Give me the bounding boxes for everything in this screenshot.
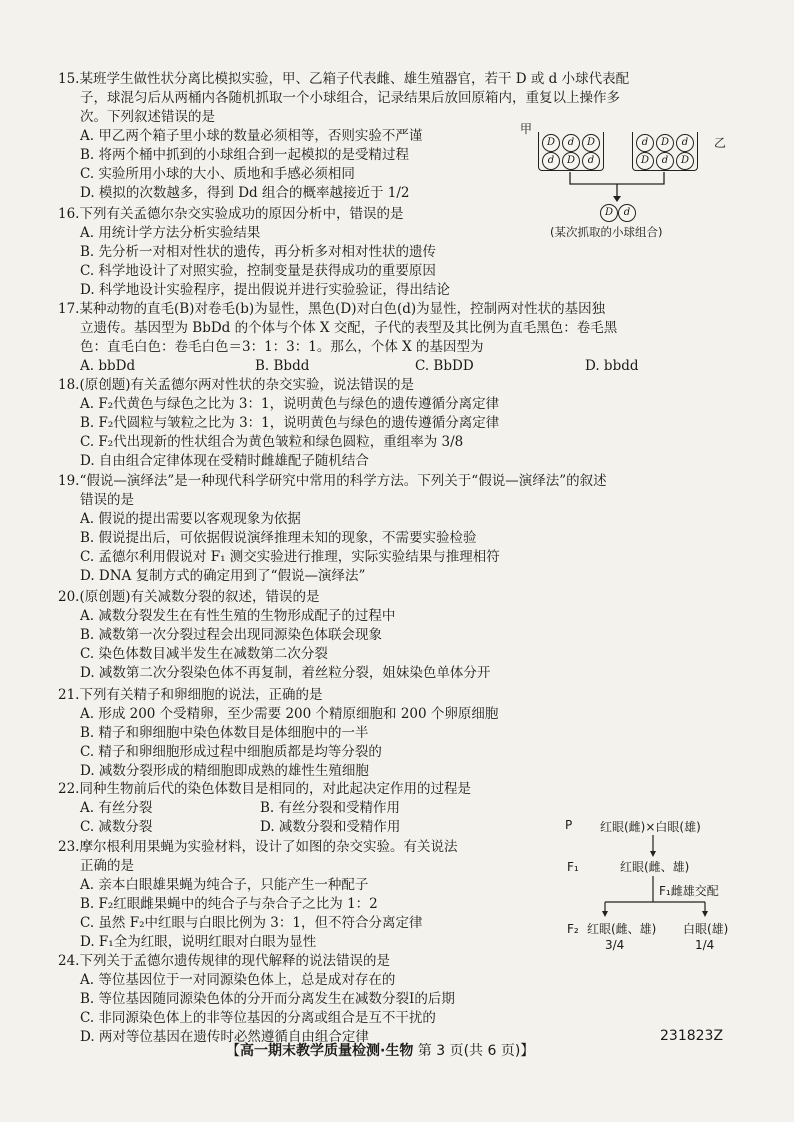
footer-exam-title: 高一期末教学质量检测 [240, 1043, 380, 1059]
question-stem: 次。下列叙述错误的是 [80, 109, 215, 125]
option-a: A. 形成 200 个受精卵，至少需要 200 个精原细胞和 200 个卵原细胞 [80, 706, 499, 722]
option-a: A. 甲乙两个箱子里小球的数量必须相等，否则实验不严谨 [80, 128, 423, 144]
sampling-buckets-figure [520, 122, 730, 241]
option-a: A. 有丝分裂 [80, 800, 153, 816]
option-a: A. bbDd [80, 358, 136, 374]
question-22 [58, 780, 480, 837]
option-d: D. DNA 复制方式的确定用到了“假说—演绎法” [80, 568, 366, 584]
fruit-fly-cross-figure [565, 818, 765, 1018]
question-16 [58, 205, 450, 300]
option-a: A. 减数分裂发生在有性生殖的生物形成配子的过程中 [80, 608, 396, 624]
option-b: B. 将两个桶中抓到的小球组合到一起模拟的是受精过程 [80, 147, 410, 163]
question-stem: 21.下列有关精子和卵细胞的说法，正确的是 [58, 687, 323, 703]
question-stem: 23.摩尔根利用果蝇为实验材料，设计了如图的杂交实验。有关说法 [58, 839, 458, 855]
option-c: C. 非同源染色体上的非等位基因的分离或组合是互不干扰的 [80, 1010, 436, 1026]
f1-label: F₁ [567, 860, 579, 874]
question-stem: 错误的是 [80, 492, 134, 508]
option-c: C. 减数分裂 [80, 819, 153, 835]
question-stem: 19.“假说—演绎法”是一种现代科学研究中常用的科学方法。下列关于“假说—演绎法”的叙述 [58, 473, 607, 489]
question-20 [58, 588, 490, 683]
option-d: D. 减数分裂和受精作用 [260, 819, 401, 835]
exam-code: 231823Z [660, 1028, 724, 1044]
options-row [58, 357, 639, 376]
option-d: D. 减数第二次分裂染色体不再复制，着丝粒分裂，姐妹染色单体分开 [80, 665, 491, 681]
question-stem: 15.某班学生做性状分离比模拟实验，甲、乙箱子代表雌、雄生殖器官，若干 D 或 d 小球代表配 [58, 71, 630, 87]
option-b: B. Bbdd [255, 358, 310, 374]
question-19 [58, 472, 607, 586]
option-b: B. 先分析一对相对性状的遗传，再分析多对相对性状的遗传 [80, 244, 437, 260]
question-stem: 17.某种动物的直毛(B)对卷毛(b)为显性，黑色(D)对白色(d)为显性，控制两对性状的基因独 [58, 301, 606, 317]
option-c: C. 孟德尔利用假说对 F₁ 测交实验进行推理，实际实验结果与推理相符 [80, 549, 500, 565]
question-17 [58, 300, 639, 376]
ball: D [656, 134, 674, 152]
option-c: C. 染色体数目减半发生在减数第二次分裂 [80, 646, 328, 662]
bucket-left-label: 甲 [520, 122, 533, 136]
question-stem: 22.同种生物前后代的染色体数目是相同的，对此起决定作用的过程是 [58, 781, 471, 797]
option-c: C. 实验所用小球的大小、质地和手感必须相同 [80, 166, 355, 182]
ball: d [656, 152, 674, 170]
question-23 [58, 838, 457, 952]
option-d: D. bbdd [585, 358, 639, 374]
option-b: B. F₂红眼雌果蝇中的纯合子与杂合子之比为 1：2 [80, 896, 378, 912]
question-18 [58, 376, 499, 471]
footer-subject: 生物 [385, 1043, 414, 1059]
f2-white: 白眼(雄) [683, 922, 729, 936]
ball: d [636, 134, 654, 152]
option-b: B. 假说提出后，可依据假说演绎推理未知的现象，不需要实验检验 [80, 530, 477, 546]
option-d: D. 两对等位基因在遗传时必然遵循自由组合定律 [80, 1029, 369, 1045]
result-ball: D [600, 204, 618, 222]
p-cross: 红眼(雌)×白眼(雄) [600, 820, 701, 834]
f2-white-ratio: 1/4 [695, 938, 715, 952]
ball: D [676, 152, 694, 170]
footer-bracket-close: 】 [520, 1043, 535, 1059]
ball: d [562, 134, 580, 152]
f2-label: F₂ [567, 922, 579, 936]
option-c: C. F₂代出现新的性状组合为黄色皱粒和绿色圆粒，重组率为 3/8 [80, 434, 464, 450]
result-ball: d [618, 204, 636, 222]
bucket-right-label: 乙 [714, 136, 727, 150]
ball: d [542, 152, 560, 170]
f2-red: 红眼(雌、雄) [587, 922, 657, 936]
f2-red-ratio: 3/4 [605, 938, 625, 952]
options-grid [58, 799, 480, 837]
cross-lines [565, 818, 765, 988]
option-d: D. 减数分裂形成的精细胞即成熟的雄性生殖细胞 [80, 763, 369, 779]
option-c: C. 科学地设计了对照实验，控制变量是获得成功的重要原因 [80, 263, 436, 279]
footer-separator: · [380, 1043, 386, 1059]
option-d: D. 科学地设计实验程序，提出假说并进行实验验证，得出结论 [80, 282, 450, 298]
option-d: D. F₁全为红眼，说明红眼对白眼为显性 [80, 934, 317, 950]
question-stem: 子，球混匀后从两桶内各随机抓取一个小球组合，记录结果后放回原箱内，重复以上操作多 [80, 90, 620, 106]
option-c: C. BbDD [415, 358, 474, 374]
option-b: B. 减数第一次分裂过程会出现同源染色体联会现象 [80, 627, 383, 643]
figure-caption: (某次抓取的小球组合) [550, 225, 663, 239]
question-24 [58, 952, 455, 1047]
question-stem: 立遗传。基因型为 BbDd 的个体与个体 X 交配，子代的表型及其比例为直毛黑色：卷毛黑 [80, 320, 618, 336]
option-b: B. 精子和卵细胞中染色体数目是体细胞中的一半 [80, 725, 369, 741]
option-a: A. 亲本白眼雄果蝇为纯合子，只能产生一种配子 [80, 877, 369, 893]
option-c: C. 精子和卵细胞形成过程中细胞质都是均等分裂的 [80, 744, 382, 760]
f1-cross-label: F₁雌雄交配 [659, 884, 719, 898]
footer-page-number: 第 3 页(共 6 页) [417, 1043, 521, 1059]
p-label: P [565, 818, 573, 832]
f1-result: 红眼(雌、雄) [620, 860, 690, 874]
ball: D [582, 134, 600, 152]
option-b: B. F₂代圆粒与皱粒之比为 3：1，说明黄色与绿色的遗传遵循分离定律 [80, 415, 500, 431]
question-stem: 24.下列关于孟德尔遗传规律的现代解释的说法错误的是 [58, 953, 390, 969]
option-b: B. 有丝分裂和受精作用 [260, 800, 401, 816]
option-b: B. 等位基因随同源染色体的分开而分离发生在减数分裂Ⅰ的后期 [80, 991, 455, 1007]
question-stem: 色：直毛白色：卷毛白色＝3：1：3：1。那么，个体 X 的基因型为 [80, 339, 484, 355]
ball: D [636, 152, 654, 170]
question-stem: 18.(原创题)有关孟德尔两对性状的杂交实验，说法错误的是 [58, 377, 415, 393]
ball: D [562, 152, 580, 170]
option-c: C. 虽然 F₂中红眼与白眼比例为 3：1，但不符合分离定律 [80, 915, 423, 931]
option-a: A. 等位基因位于一对同源染色体上，总是成对存在的 [80, 972, 396, 988]
option-a: A. F₂代黄色与绿色之比为 3：1，说明黄色与绿色的遗传遵循分离定律 [80, 396, 500, 412]
question-stem: 16.下列有关孟德尔杂交实验成功的原因分析中，错误的是 [58, 206, 404, 222]
ball: D [542, 134, 560, 152]
option-a: A. 用统计学方法分析实验结果 [80, 225, 261, 241]
page-footer [226, 1040, 534, 1060]
option-d: D. 自由组合定律体现在受精时雌雄配子随机结合 [80, 453, 369, 469]
option-d: D. 模拟的次数越多，得到 Dd 组合的概率越接近于 1/2 [80, 185, 410, 201]
ball: d [676, 134, 694, 152]
footer-bracket-open: 【 [226, 1043, 240, 1059]
question-21 [58, 686, 498, 781]
question-stem: 20.(原创题)有关减数分裂的叙述，错误的是 [58, 589, 320, 605]
option-a: A. 假说的提出需要以客观现象为依据 [80, 511, 301, 527]
question-stem: 正确的是 [80, 858, 134, 874]
ball: d [582, 152, 600, 170]
